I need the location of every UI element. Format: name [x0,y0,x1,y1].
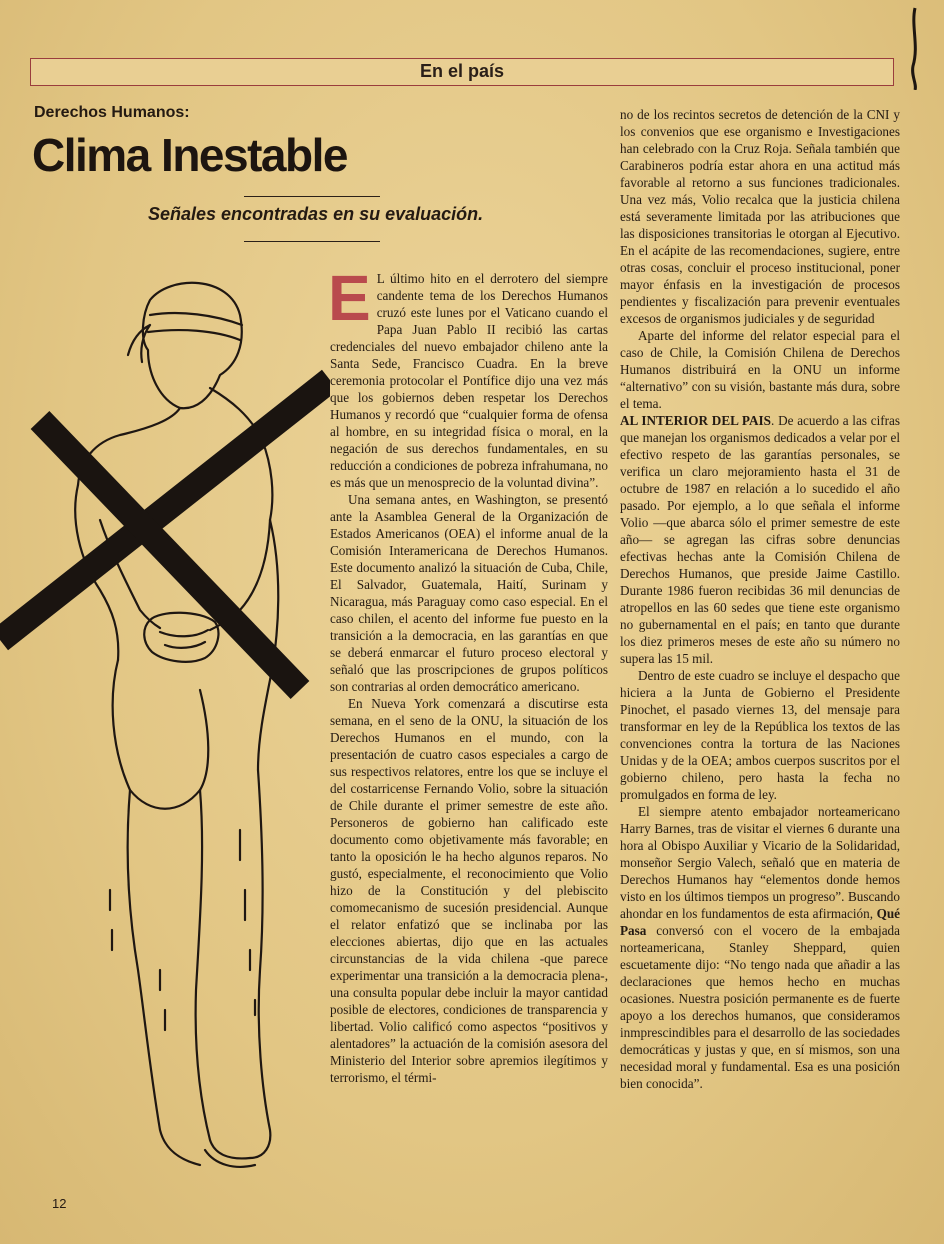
drop-cap: E [328,262,371,334]
article-paragraph [328,262,608,491]
section-label: En el país [419,61,505,81]
torn-edge-mark [905,6,925,90]
article-paragraph: Una semana antes, en Washington, se presentó ante la Asamblea General de la Organización de Estados Americanos (OEA) el informe anual de la Comisión Interamericana de Derechos Humanos. Este documento analizó la situación de Cuba, Chile, El Salvador, Guatemala, Haití, Surinam y Nicaragua, más Paraguay como caso especial. En el caso chilen, el acento del informe fue puesto en la transición a la democracia, en las garantías en que se deberá enmarcar el futuro proceso electoral y señaló que las proscripciones de grupos políticos son contrarias al orden democrático americano. [330,492,608,694]
section-lead-in: AL INTERIOR DEL PAIS [620,413,772,428]
article-paragraph: En Nueva York comenzará a discutirse esta semana, en el seno de la ONU, la situación de los Derechos Humanos en el mundo, con la presentación de cuatro casos especiales a cargo de sus respectivos relatores, entre los que se incluye el del costarricense Fernando Volio, sobre la situación de Chile durante el primer semestre de este año. Personeros de gobierno han calificado este documento como objetivamente más favorable; en tanto la oposición le ha hecho algunos reparos. No gustó, especialmente, el reconocimiento que Volio hizo de la Constitución y del plebiscito comomecanismo de sucesión presidencial. Aunque el relator enfatizó que se inclinaba por las elecciones abiertas, dijo que en las actuales circunstancias de la vida chilena -que parece experimentar una transición a la democracia plena-, una consulta popular debe incluir la mayor cantidad posible de electores, condiciones de transparencia y libertad. Volio calificó como aspectos “positivos y alentadores” la actuación de la comisión asesora del Ministerio del Interior sobre apremios ilegítimos y terrorismo, el térmi- [330,696,608,1085]
page-number: 12 [52,1196,67,1211]
article-subtitle: Señales encontradas en su evaluación. [148,204,484,224]
paragraph-text: . De acuerdo a las cifras que manejan los organismos dedicados a velar por el efectivo respeto de las garantías personales, se verifica un claro mejoramiento hasta el 31 de octubre de 1987 en relación a lo sucedido el año pasado. Por ejemplo, a lo que señala el informe Volio —que abarca sólo el primer semestre de este año— se agregan las cifras sobre denuncias efectivas hechas ante la Comisión Chilena de Derechos Humanos, que preside Jaime Castillo. Durante 1986 fueron recibidas 36 mil denuncias de atropellos en las 60 sedes que tiene este organismo no gubernamental en el país; en tanto que durante los diez primeros meses de este año su número no supera las 15 mil. [620,413,900,666]
article-paragraph: Aparte del informe del relator especial para el caso de Chile, la Comisión Chilena de Derechos Humanos distribuirá en la ONU un informe “alternativo” con su visión, bastante más dura, sobre el tema. [620,328,900,411]
article-paragraph [620,803,900,1092]
article-paragraph [620,412,900,667]
article-title: Clima Inestable [32,129,347,181]
paragraph-text: El siempre atento embajador norteamericano Harry Barnes, tras de visitar el viernes 6 durante una hora al Obispo Auxiliar y Vicario de la Solidaridad, monseñor Sergio Valech, señaló que en materia de Derechos Humanos hay “elementos donde hemos visto en los últimos tiempos un progreso”. Buscando ahondar en los fundamentos de esta afirmación, [620,804,900,921]
paragraph-text: conversó con el vocero de la embajada norteamericana, Stanley Sheppard, quien escuetamente dijo: “No tengo nada que añadir a las declaraciones que hemos hecho en muchas ocasiones. Nuestra posición permanente es de fuerte apoyo a los derechos humanos, que consideramos inmprescindibles para el desarrollo de las sociedades democráticas y justas y que, en sí mismos, son una necesidad moral y fundamental. Esa es una posición bien conocida”. [620,923,901,1091]
section-header-bar [30,58,894,86]
paragraph-text: L último hito en el derrotero del siempre candente tema de los Derechos Humanos cruzó este lunes por el Vaticano cuando el Papa Juan Pablo II recibió las cartas credenciales del nuevo embajador chileno ante la Santa Sede, Francisco Cuadra. En la breve ceremonia protocolar el Pontífice dijo una vez más que los gobiernos deben respetar los Derechos Humanos y recordó que “cualquier forma de ofensa al hombre, en su integridad física o moral, en la negación de sus derechos fundamentales, en su reducción a condiciones de pobreza infrahumana, no es más que un menosprecio de la voluntad divina”. [330,271,608,490]
subtitle-rule-bottom [244,241,380,242]
article-column-2 [620,106,900,1092]
article-paragraph: Dentro de este cuadro se incluye el despacho que hiciera a la Junta de Gobierno el Presidente Pinochet, el pasado viernes 13, del mensaje para transformar en ley de la República los textos de las convenciones contra la tortura de las Naciones Unidas y de la OEA; ambos cuerpos suscritos por el gobierno chileno, pero hasta la fecha no promulgados en forma de ley. [620,668,900,802]
article-column-1 [328,262,608,1086]
article-kicker: Derechos Humanos: [34,104,190,121]
publication-name: Qué Pasa [620,906,901,938]
article-paragraph: no de los recintos secretos de detención de la CNI y los convenios que ese organismo e Investigaciones han celebrado con la Cruz Roja. Señala también que Carabineros podría estar ahora en una actitud más favorable al retorno a sus funciones tradicionales. Una vez más, Volio recalca que la justicia chilena está severamente limitada por las atribuciones que las disposiciones transitorias le otorgan al Ejecutivo. En el acápite de las recomendaciones, sugiere, entre otras cosas, concluir el proceso institucional, poner mayor énfasis en la investigación de procesos pendientes y fiscalización para prevenir eventuales excesos de organismos judiciales y de seguridad [620,107,900,326]
blindfolded-prisoner-illustration [0,270,330,1220]
subtitle-rule-top [244,196,380,197]
